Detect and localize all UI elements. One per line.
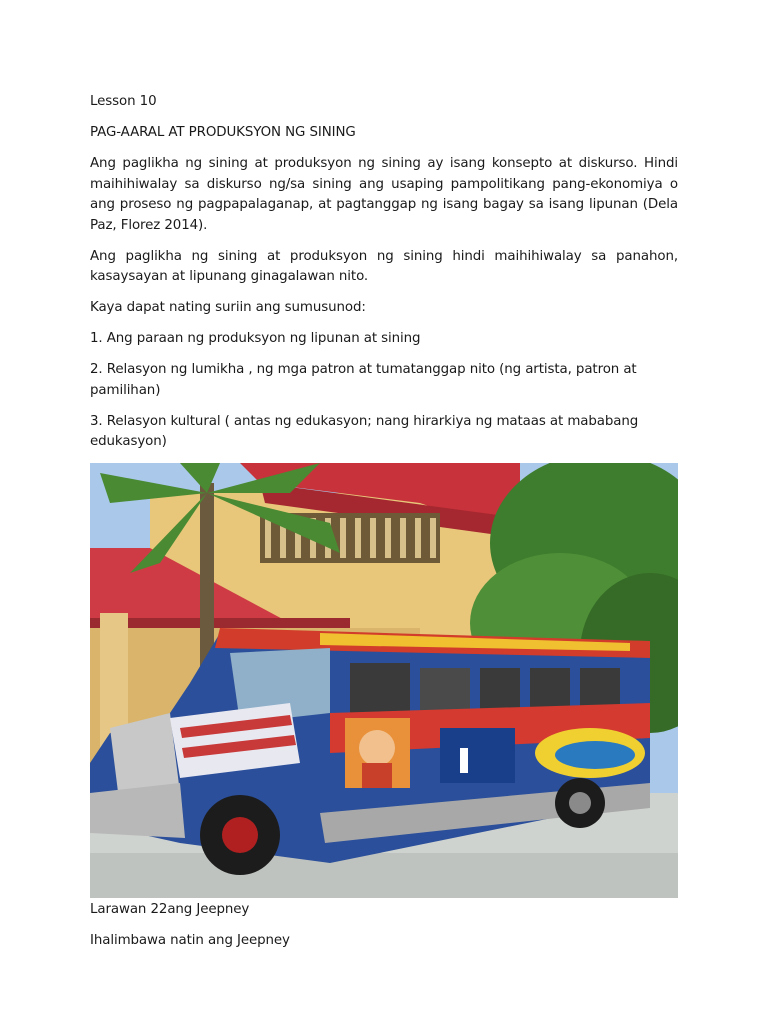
lesson-title: PAG-AARAL AT PRODUKSYON NG SINING [90, 125, 356, 140]
lesson-label: Lesson 10 [90, 94, 157, 109]
list-item-2: 2. Relasyon ng lumikha , ng mga patron at tumatanggap nito (ng artista, patron at pamilihan) [90, 362, 637, 398]
figure-caption: Larawan 22ang Jeepney [90, 902, 250, 917]
jeepney-photo [90, 463, 678, 898]
closing-line: Ihalimbawa natin ang Jeepney [90, 933, 290, 948]
jeepney-illustration [90, 463, 678, 898]
list-item-1: 1. Ang paraan ng produksyon ng lipunan at sining [90, 331, 421, 346]
paragraph-3: Kaya dapat nating suriin ang sumusunod: [90, 300, 366, 315]
paragraph-2: Ang paglikha ng sining at produksyon ng sining hindi maihihiwalay sa panahon, kasaysayan at lipunang ginagalawan nito. [90, 248, 678, 284]
list-item-3: 3. Relasyon kultural ( antas ng edukasyon; nang hirarkiya ng mataas at mababang edukasyon) [90, 413, 639, 449]
document-page [90, 92, 678, 962]
paragraph-1: Ang paglikha ng sining at produksyon ng sining ay isang konsepto at diskurso. Hindi maihihiwalay sa diskurso ng/sa sining ang usaping pampolitikang pang-ekonomiya o ang proseso ng pagpapalaganap, at pagtanggap ng isang bagay sa isang lipunan (Dela Paz, Florez 2014). [90, 156, 678, 233]
